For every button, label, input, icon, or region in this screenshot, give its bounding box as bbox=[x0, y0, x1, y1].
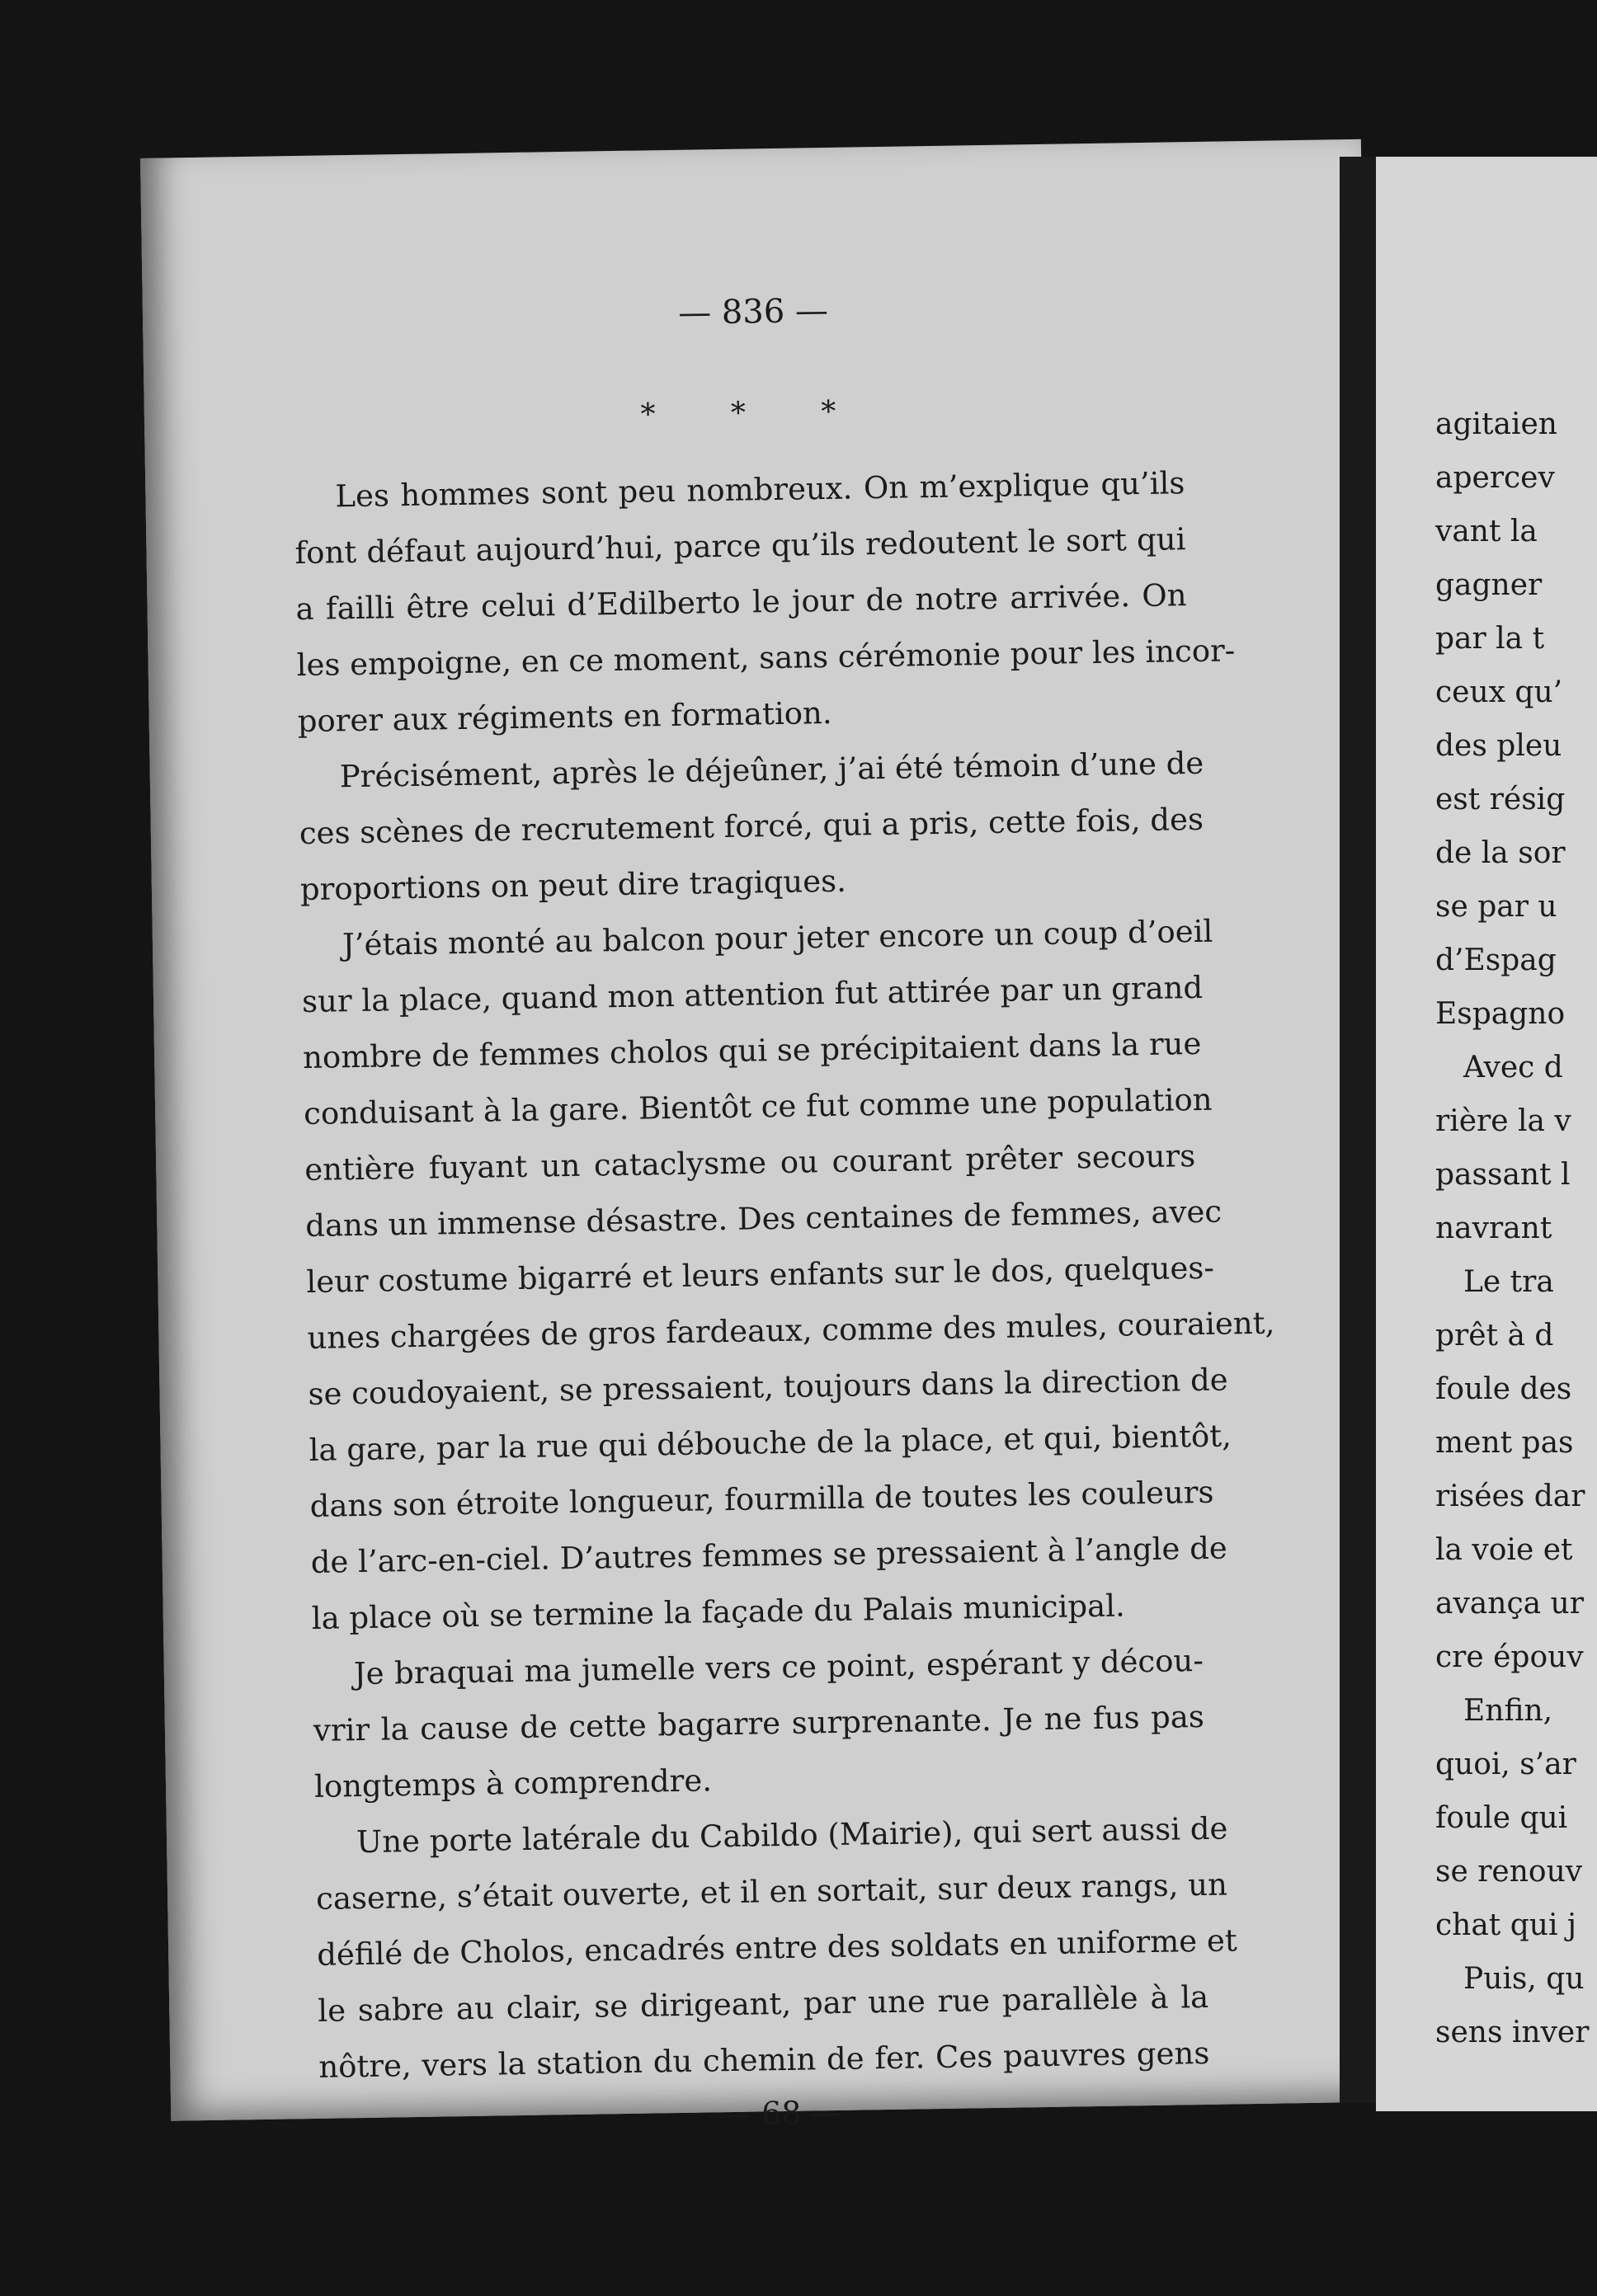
text-line: Puis, qu bbox=[1463, 1962, 1585, 1996]
book-gutter bbox=[1340, 157, 1376, 2103]
text-line: la gare, par la rue qui débouche de la place, et qui, bientôt, bbox=[309, 1418, 1232, 1468]
text-line: quoi, s’ar bbox=[1435, 1748, 1576, 1781]
text-line: se par u bbox=[1435, 890, 1557, 924]
text-line: Une porte latérale du Cabildo (Mairie), qui sert aussi de bbox=[356, 1810, 1228, 1861]
text-line: prêt à d bbox=[1435, 1319, 1554, 1353]
text-line: Espagno bbox=[1435, 997, 1566, 1031]
text-line: Je braquai ma jumelle vers ce point, espérant y décou- bbox=[353, 1642, 1204, 1692]
text-line: conduisant à la gare. Bientôt ce fut comme une population bbox=[303, 1081, 1213, 1132]
text-line: risées dar bbox=[1435, 1480, 1585, 1513]
text-line: porer aux régiments en formation. bbox=[297, 694, 832, 740]
text-line: J’étais monté au balcon pour jeter encore un coup d’oeil bbox=[342, 913, 1213, 963]
text-line: dans un immense désastre. Des centaines de femmes, avec bbox=[305, 1193, 1222, 1244]
left-page-body-text bbox=[294, 455, 1275, 2096]
text-line: rière la v bbox=[1435, 1104, 1571, 1138]
text-line: vant la bbox=[1435, 515, 1538, 548]
text-line: unes chargées de gros fardeaux, comme des mules, couraient, bbox=[307, 1305, 1275, 1356]
text-line: la place où se termine la façade du Palais municipal. bbox=[311, 1588, 1126, 1636]
text-line: cre épouv bbox=[1435, 1640, 1584, 1674]
text-line: est résig bbox=[1435, 783, 1566, 816]
text-line: foule qui bbox=[1435, 1801, 1568, 1835]
text-line: caserne, s’était ouverte, et il en sortait, sur deux rangs, un bbox=[315, 1866, 1228, 1917]
text-line: de la sor bbox=[1435, 836, 1566, 870]
text-line: a failli être celui d’Edilberto le jour de notre arrivée. On bbox=[295, 577, 1187, 628]
text-line: sur la place, quand mon attention fut attirée par un grand bbox=[301, 969, 1204, 1020]
text-line: les empoigne, en ce moment, sans cérémonie pour les incor- bbox=[296, 633, 1236, 684]
text-line: se renouv bbox=[1435, 1855, 1583, 1889]
text-line: proportions on peut dire tragiques. bbox=[299, 863, 847, 908]
right-page-body-text bbox=[1435, 398, 1597, 2059]
text-line: ces scènes de recrutement forcé, qui a pris, cette fois, des bbox=[299, 801, 1204, 852]
text-line: Précisément, après le déjeûner, j’ai été témoin d’une de bbox=[339, 745, 1204, 795]
text-line: par la t bbox=[1435, 622, 1545, 656]
page-header-number: — 836 — bbox=[677, 291, 829, 332]
text-line: dans son étroite longueur, fourmilla de toutes les couleurs bbox=[309, 1474, 1214, 1524]
text-line: longtemps à comprendre. bbox=[313, 1762, 713, 1804]
text-line: font défaut aujourd’hui, parce qu’ils redoutent le sort qui bbox=[294, 521, 1186, 572]
text-line: ceux qu’ bbox=[1435, 675, 1563, 709]
text-line: Les hommes sont peu nombreux. On m’explique qu’ils bbox=[335, 465, 1185, 515]
text-line: foule des bbox=[1435, 1372, 1572, 1406]
text-line: navrant bbox=[1435, 1212, 1552, 1245]
text-line: nombre de femmes cholos qui se précipitaient dans la rue bbox=[302, 1025, 1202, 1076]
text-line: Avec d bbox=[1463, 1051, 1563, 1084]
text-line: le sabre au clair, se dirigeant, par une rue parallèle à la bbox=[317, 1978, 1209, 2029]
text-line: passant l bbox=[1435, 1158, 1571, 1192]
text-line: Enfin, bbox=[1463, 1694, 1553, 1728]
text-line: sens inver bbox=[1435, 2016, 1590, 2049]
text-line: des pleu bbox=[1435, 729, 1562, 763]
text-line: se coudoyaient, se pressaient, toujours dans la direction de bbox=[308, 1362, 1228, 1412]
text-line: Le tra bbox=[1463, 1265, 1554, 1299]
text-line: gagner bbox=[1435, 568, 1543, 602]
text-line: d’Espag bbox=[1435, 943, 1557, 977]
text-line: chat qui j bbox=[1435, 1908, 1577, 1942]
page-footer-number: — 68 — bbox=[719, 2093, 843, 2133]
paragraphs bbox=[294, 455, 1275, 2096]
text-line: agitaien bbox=[1435, 407, 1557, 441]
text-line: vrir la cause de cette bagarre surprenante. Je ne fus pas bbox=[313, 1698, 1205, 1748]
left-page bbox=[140, 139, 1392, 2133]
text-line: la voie et bbox=[1435, 1533, 1573, 1567]
text-line: nôtre, vers la station du chemin de fer. Ces pauvres gens bbox=[318, 2035, 1210, 2085]
text-line: ment pas bbox=[1435, 1426, 1574, 1460]
section-break-asterisks: * * * bbox=[640, 394, 869, 432]
text-line: défilé de Cholos, encadrés entre des soldats en uniforme et bbox=[316, 1922, 1237, 1973]
text-line: entière fuyant un cataclysme ou courant prêter secours bbox=[304, 1138, 1196, 1188]
text-line: leur costume bigarré et leurs enfants sur le dos, quelques- bbox=[306, 1249, 1215, 1301]
text-line: avança ur bbox=[1435, 1587, 1584, 1621]
right-page-partial bbox=[1376, 157, 1597, 2111]
text-line: apercev bbox=[1435, 461, 1555, 495]
text-line: de l’arc-en-ciel. D’autres femmes se pressaient à l’angle de bbox=[310, 1530, 1228, 1580]
